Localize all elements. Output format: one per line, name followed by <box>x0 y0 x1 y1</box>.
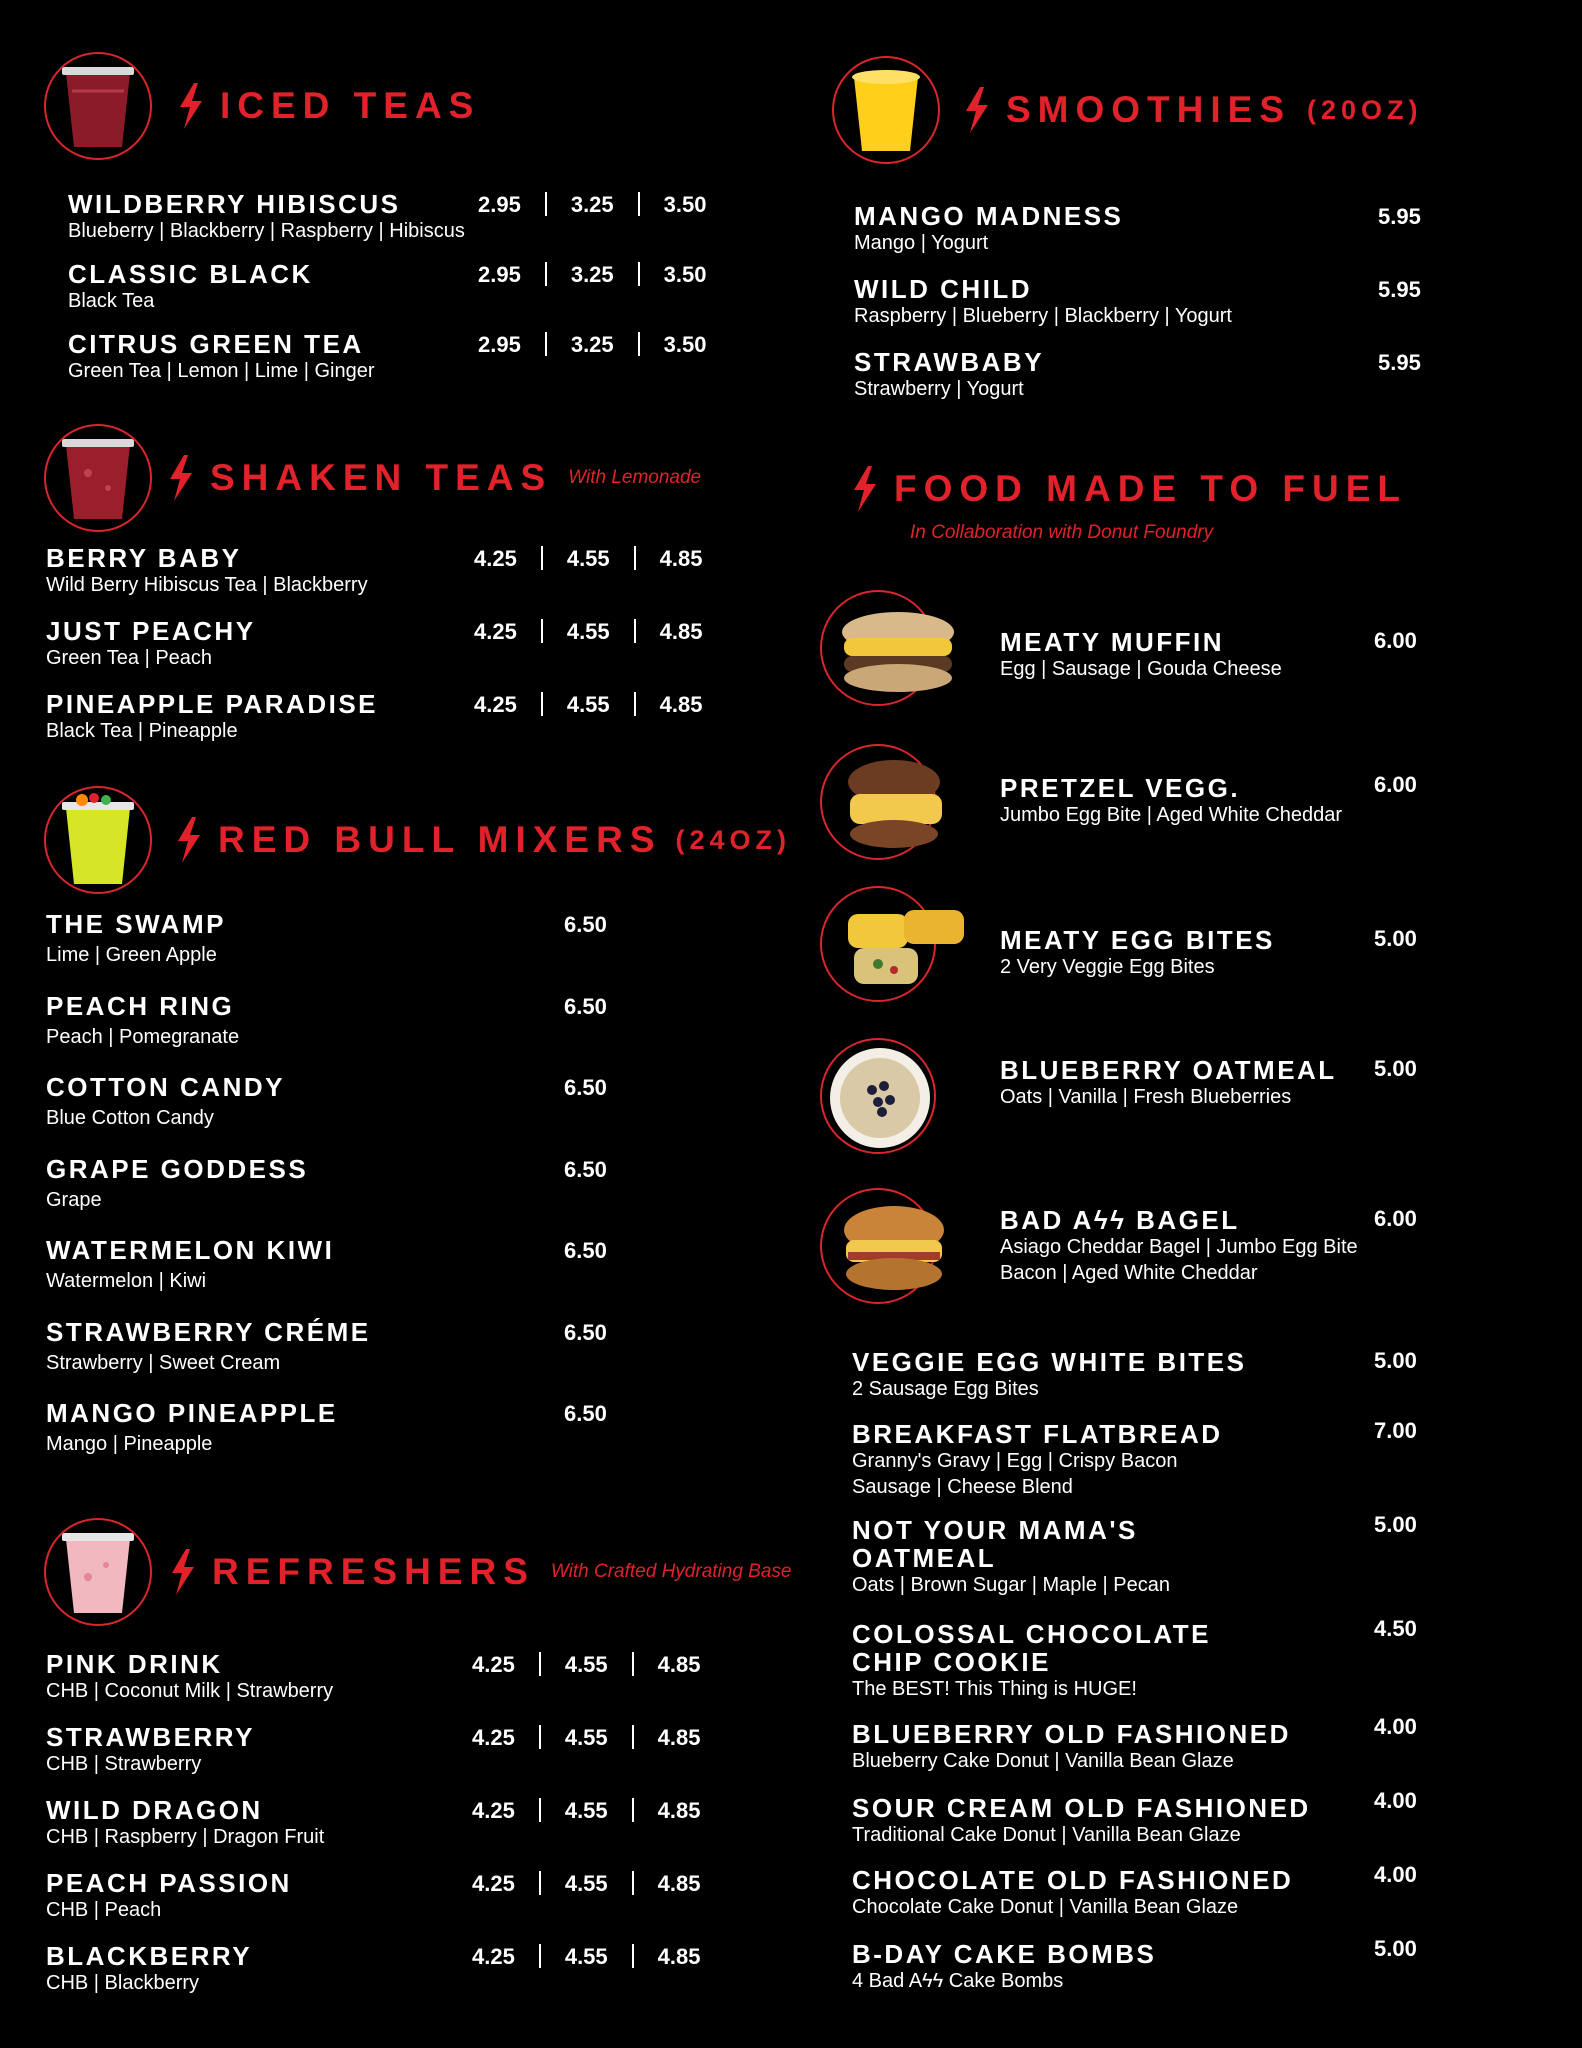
item-name: BLACKBERRY <box>46 1941 253 1971</box>
item-description: Blue Cotton Candy <box>46 1107 214 1129</box>
section-title: SHAKEN TEAS <box>210 457 553 498</box>
item-price: 6.50 <box>564 993 607 1019</box>
item-name-line2: CHIP COOKIE <box>852 1647 1051 1677</box>
item-prices <box>474 619 702 645</box>
section-size: (24OZ) <box>675 824 792 855</box>
price-divider <box>632 1725 634 1749</box>
item-price: 4.25 <box>472 1652 515 1677</box>
item-description: Mango | Yogurt <box>854 232 989 254</box>
item-price: 4.25 <box>474 546 517 571</box>
menu-item <box>854 348 1044 402</box>
item-prices <box>472 1725 700 1751</box>
item-name: WILDBERRY HIBISCUS <box>68 189 401 219</box>
item-price: 6.50 <box>564 912 607 937</box>
item-price: 6.00 <box>1374 772 1417 797</box>
item-price: 5.00 <box>1374 1936 1417 1961</box>
food-item <box>852 1940 1156 1994</box>
menu-item <box>46 690 378 744</box>
menu-item <box>46 1869 292 1923</box>
item-prices <box>472 1798 700 1824</box>
food-item <box>1000 1056 1337 1110</box>
item-name: STRAWBERRY CRÉME <box>46 1316 371 1347</box>
item-prices <box>478 192 706 218</box>
item-name: MEATY EGG BITES <box>1000 925 1275 955</box>
item-description: Strawberry | Yogurt <box>854 378 1024 400</box>
section-title: ICED TEAS <box>220 85 481 126</box>
item-price: 4.55 <box>564 1871 608 1896</box>
item-description: Watermelon | Kiwi <box>46 1270 207 1292</box>
item-prices <box>478 332 706 358</box>
price-divider <box>632 1944 634 1968</box>
item-price: 3.50 <box>663 332 707 357</box>
item-name: B-DAY CAKE BOMBS <box>852 1939 1157 1969</box>
menu-item <box>46 617 256 671</box>
shaken-tea-cup-image <box>44 424 152 532</box>
price-divider <box>539 1944 541 1968</box>
item-price: 2.95 <box>478 192 521 217</box>
item-price: 4.50 <box>1374 1616 1417 1641</box>
lightning-bolt-icon <box>166 455 196 501</box>
menu-item <box>46 544 368 598</box>
lightning-bolt-icon <box>174 817 204 863</box>
item-name: CITRUS GREEN TEA <box>68 329 364 359</box>
item-price: 6.50 <box>564 1238 607 1263</box>
refresher-cup-image <box>44 1518 152 1626</box>
item-description: Peach | Pomegranate <box>46 1025 240 1048</box>
food-item <box>1000 1206 1358 1286</box>
item-description: Strawberry | Sweet Cream <box>46 1351 281 1374</box>
section-title: FOOD MADE TO FUEL <box>894 468 1407 509</box>
item-price: 5.95 <box>1378 277 1421 302</box>
item-prices <box>472 1944 700 1970</box>
item-price: 4.25 <box>474 619 517 644</box>
item-price: 4.85 <box>657 1652 701 1677</box>
menu-item <box>46 1942 252 1996</box>
item-price: 4.00 <box>1374 1788 1417 1813</box>
item-name: BLUEBERRY OATMEAL <box>1000 1055 1337 1085</box>
iced-teas-header <box>44 52 480 160</box>
item-name: MANGO PINEAPPLE <box>46 1398 338 1428</box>
item-description: Black Tea | Pineapple <box>46 720 238 742</box>
food-item <box>852 1420 1223 1500</box>
item-price: 4.55 <box>564 1944 608 1969</box>
item-price: 5.00 <box>1374 1056 1417 1081</box>
item-price: 5.95 <box>1378 350 1421 375</box>
item-price: 4.00 <box>1374 1714 1417 1739</box>
item-name: COTTON CANDY <box>46 1072 285 1102</box>
item-description: Blueberry | Blackberry | Raspberry | Hibiscus <box>68 220 465 242</box>
food-item <box>852 1866 1293 1920</box>
item-price: 4.25 <box>474 692 517 717</box>
item-description: Traditional Cake Donut | Vanilla Bean Glaze <box>852 1824 1241 1846</box>
item-price: 6.00 <box>1374 628 1417 653</box>
item-description: CHB | Raspberry | Dragon Fruit <box>46 1826 325 1848</box>
item-price: 4.55 <box>564 1798 608 1823</box>
item-description: Grape <box>46 1188 102 1211</box>
smoothie-cup-image <box>832 56 940 164</box>
item-price: 3.25 <box>570 192 614 217</box>
section-title: RED BULL MIXERS <box>218 819 662 860</box>
menu-item <box>46 1155 308 1213</box>
item-price: 4.55 <box>564 1652 608 1677</box>
item-name: BREAKFAST FLATBREAD <box>852 1419 1223 1449</box>
menu-item <box>46 1073 285 1131</box>
bagel-image <box>820 1188 936 1304</box>
menu-item <box>46 1399 338 1457</box>
menu-item <box>46 910 226 968</box>
egg-bites-image <box>820 886 936 1002</box>
section-title: SMOOTHIES <box>1006 89 1292 130</box>
item-name: PINK DRINK <box>46 1649 223 1679</box>
item-price: 5.00 <box>1374 1348 1417 1373</box>
menu-item <box>854 202 1123 256</box>
menu-item <box>68 190 465 244</box>
item-description: The BEST! This Thing is HUGE! <box>852 1678 1137 1700</box>
item-price: 4.55 <box>566 546 610 571</box>
item-name: STRAWBERRY <box>46 1722 255 1752</box>
item-description-line2: Bacon | Aged White Cheddar <box>1000 1262 1258 1284</box>
item-prices <box>474 692 702 718</box>
item-description: Jumbo Egg Bite | Aged White Cheddar <box>1000 804 1343 826</box>
food-item <box>1000 628 1282 682</box>
price-divider <box>632 1652 634 1676</box>
item-name: BAD Aϟϟ BAGEL <box>1000 1205 1240 1235</box>
item-price: 5.95 <box>1378 204 1421 229</box>
item-price: 7.00 <box>1374 1418 1417 1443</box>
price-divider <box>632 1871 634 1895</box>
price-divider <box>545 192 547 216</box>
menu-item <box>46 1650 333 1704</box>
menu-item <box>68 330 374 384</box>
item-description: Mango | Pineapple <box>46 1433 213 1455</box>
item-name: WILD DRAGON <box>46 1795 263 1825</box>
blueberry-oatmeal-image <box>820 1038 936 1154</box>
item-description: 2 Sausage Egg Bites <box>852 1378 1039 1400</box>
price-divider <box>541 619 543 643</box>
item-description: Granny's Gravy | Egg | Crispy Bacon <box>852 1450 1178 1472</box>
menu-item <box>46 992 239 1050</box>
menu-item <box>46 1318 371 1376</box>
item-price: 6.50 <box>564 1319 607 1345</box>
item-price: 4.25 <box>472 1871 515 1896</box>
item-prices <box>474 546 702 572</box>
section-title: REFRESHERS <box>212 1551 535 1592</box>
item-price: 4.55 <box>564 1725 608 1750</box>
item-name: NOT YOUR MAMA'S <box>852 1515 1138 1545</box>
food-item <box>852 1620 1211 1702</box>
item-name: MANGO MADNESS <box>854 201 1124 231</box>
item-name: MEATY MUFFIN <box>1000 627 1225 657</box>
item-description: Green Tea | Peach <box>46 647 213 669</box>
item-description: 2 Very Veggie Egg Bites <box>1000 956 1215 978</box>
menu-item <box>854 275 1232 329</box>
item-price: 4.85 <box>657 1944 701 1969</box>
food-item <box>1000 926 1275 980</box>
red-bull-cup-image <box>44 786 152 894</box>
pretzel-vegg-image <box>820 744 936 860</box>
item-description: Oats | Brown Sugar | Maple | Pecan <box>852 1574 1170 1596</box>
item-description: Raspberry | Blueberry | Blackberry | Yogurt <box>854 305 1232 327</box>
item-price: 4.85 <box>657 1798 701 1823</box>
price-divider <box>539 1798 541 1822</box>
food-subtitle: In Collaboration with Donut Foundry <box>910 522 1214 543</box>
refreshers-header <box>44 1518 792 1626</box>
item-description: Lime | Green Apple <box>46 944 217 966</box>
price-divider <box>545 262 547 286</box>
item-price: 2.95 <box>478 262 521 287</box>
item-name: WATERMELON KIWI <box>46 1235 335 1265</box>
item-name: VEGGIE EGG WHITE BITES <box>852 1347 1247 1377</box>
menu-item <box>68 260 313 314</box>
item-price: 4.85 <box>657 1871 701 1896</box>
item-description: CHB | Strawberry <box>46 1753 202 1775</box>
item-price: 3.50 <box>663 192 707 217</box>
item-name: PEACH PASSION <box>46 1868 292 1898</box>
price-divider <box>634 546 636 570</box>
food-item <box>1000 774 1342 828</box>
price-divider <box>638 192 640 216</box>
item-description: Chocolate Cake Donut | Vanilla Bean Glaze <box>852 1896 1239 1918</box>
item-prices <box>478 262 706 288</box>
item-name: SOUR CREAM OLD FASHIONED <box>852 1793 1311 1823</box>
item-name: PEACH RING <box>46 990 235 1021</box>
item-name: JUST PEACHY <box>46 616 256 646</box>
lightning-bolt-icon <box>850 466 880 512</box>
item-name: THE SWAMP <box>46 909 226 939</box>
item-price: 4.85 <box>659 546 703 571</box>
item-description: 4 Bad Aϟϟ Cake Bombs <box>852 1970 1064 1992</box>
menu-item <box>46 1796 324 1850</box>
item-name: STRAWBABY <box>854 347 1045 377</box>
price-divider <box>638 332 640 356</box>
item-prices <box>472 1871 700 1897</box>
item-name-line2: OATMEAL <box>852 1543 997 1573</box>
item-prices <box>472 1652 700 1678</box>
item-name: GRAPE GODDESS <box>46 1153 309 1184</box>
section-size: (20OZ) <box>1307 94 1423 125</box>
price-divider <box>545 332 547 356</box>
red-bull-header <box>44 786 791 894</box>
iced-tea-cup-image <box>44 52 152 160</box>
item-name: COLOSSAL CHOCOLATE <box>852 1619 1211 1649</box>
item-price: 3.25 <box>570 262 614 287</box>
item-price: 4.25 <box>472 1725 515 1750</box>
item-price: 4.55 <box>566 692 610 717</box>
section-subtitle: With Crafted Hydrating Base <box>550 1561 792 1582</box>
price-divider <box>541 546 543 570</box>
price-divider <box>634 619 636 643</box>
item-name: CHOCOLATE OLD FASHIONED <box>852 1865 1294 1895</box>
item-description: CHB | Blackberry <box>46 1972 200 1994</box>
item-description: Green Tea | Lemon | Lime | Ginger <box>68 360 375 382</box>
item-name: CLASSIC BLACK <box>68 259 313 289</box>
price-divider <box>638 262 640 286</box>
item-description: Black Tea <box>68 290 155 312</box>
item-price: 4.55 <box>566 619 610 644</box>
food-header <box>850 466 1407 512</box>
lightning-bolt-icon <box>176 83 206 129</box>
meaty-muffin-image <box>820 590 936 706</box>
item-price: 4.25 <box>472 1798 515 1823</box>
item-price: 4.00 <box>1374 1862 1417 1887</box>
food-item <box>852 1794 1311 1848</box>
item-description: Oats | Vanilla | Fresh Blueberries <box>1000 1086 1292 1108</box>
item-description: CHB | Peach <box>46 1899 162 1921</box>
smoothies-header <box>832 56 1423 164</box>
item-price: 4.25 <box>472 1944 515 1969</box>
item-price: 5.00 <box>1374 1512 1417 1537</box>
food-item <box>852 1348 1247 1402</box>
item-price: 5.00 <box>1374 926 1417 951</box>
price-divider <box>634 692 636 716</box>
food-item <box>852 1720 1291 1774</box>
item-price: 3.25 <box>570 332 614 357</box>
section-subtitle: With Lemonade <box>568 467 702 488</box>
item-name: PINEAPPLE PARADISE <box>46 689 379 719</box>
item-description: Egg | Sausage | Gouda Cheese <box>1000 658 1282 680</box>
item-description-line2: Sausage | Cheese Blend <box>852 1476 1073 1498</box>
food-item <box>852 1516 1170 1598</box>
shaken-teas-header <box>44 424 701 532</box>
menu-item <box>46 1723 255 1777</box>
item-price: 6.00 <box>1374 1206 1417 1231</box>
price-divider <box>539 1652 541 1676</box>
item-price: 3.50 <box>663 262 707 287</box>
item-price: 6.50 <box>564 1156 607 1182</box>
item-description: CHB | Coconut Milk | Strawberry <box>46 1680 334 1702</box>
lightning-bolt-icon <box>962 87 992 133</box>
item-price: 6.50 <box>564 1401 607 1426</box>
item-name: BLUEBERRY OLD FASHIONED <box>852 1719 1291 1749</box>
item-description: Asiago Cheddar Bagel | Jumbo Egg Bite <box>1000 1236 1358 1258</box>
item-description: Blueberry Cake Donut | Vanilla Bean Glaze <box>852 1750 1234 1772</box>
price-divider <box>541 692 543 716</box>
item-price: 4.85 <box>659 619 703 644</box>
item-price: 4.85 <box>659 692 703 717</box>
item-description: Wild Berry Hibiscus Tea | Blackberry <box>46 574 368 596</box>
item-price: 6.50 <box>564 1075 607 1100</box>
price-divider <box>632 1798 634 1822</box>
item-name: WILD CHILD <box>854 274 1033 304</box>
lightning-bolt-icon <box>168 1549 198 1595</box>
menu-item <box>46 1236 334 1294</box>
item-price: 2.95 <box>478 332 521 357</box>
price-divider <box>539 1725 541 1749</box>
item-price: 4.85 <box>657 1725 701 1750</box>
item-name: BERRY BABY <box>46 543 242 573</box>
item-name: PRETZEL VEGG. <box>1000 773 1241 803</box>
price-divider <box>539 1871 541 1895</box>
